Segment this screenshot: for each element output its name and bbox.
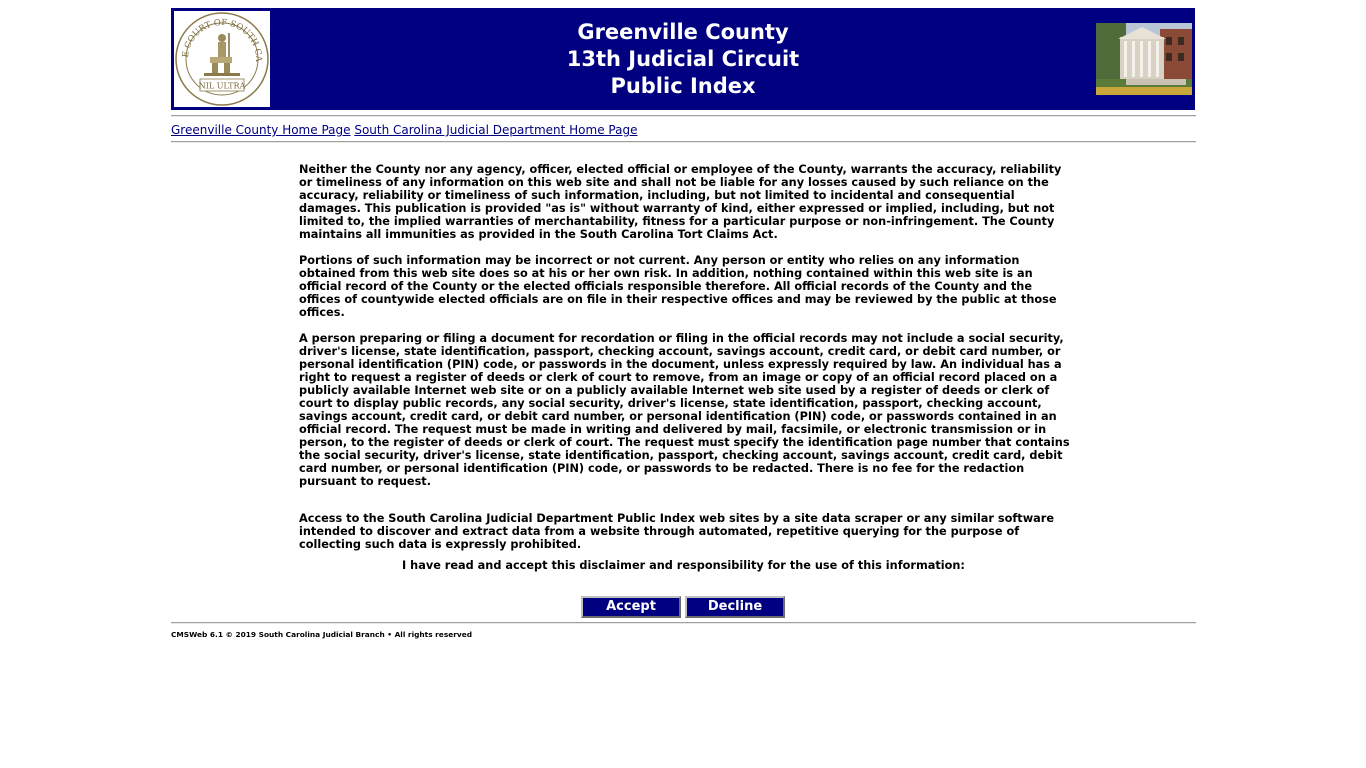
nav-links [171,123,637,137]
disclaimer-paragraph-scraping: Access to the South Carolina Judicial Department Public Index web sites by a site data scraper or any similar software intended to discover and extract data from a website through automated, repetitive querying for the purpose of collecting such data is expressly prohibited. [299,512,1054,551]
seal-text-top: E COURT OF SOUTH CA [180,17,264,62]
nav-divider [171,141,1196,143]
acceptance-prompt: I have read and accept this disclaimer and responsibility for the use of this information: [402,559,965,572]
copyright-footer: CMSWeb 6.1 © 2019 South Carolina Judicial Branch • All rights reserved [171,630,472,639]
court-seal-logo [174,11,270,107]
site-title [371,19,995,100]
title-line-circuit: 13th Judicial Circuit [566,47,800,71]
header-banner [171,8,1195,110]
title-line-index: Public Index [610,74,756,98]
disclaimer-paragraph-accuracy: Portions of such information may be incorrect or not current. Any person or entity who relies on any information obtained from this web site does so at his or her own risk. In addition, nothing contained within this web site is an official record of the County or the elected officials responsible therefore. All official records of the County and the offices of countywide elected officials are on file in their respective offices and may be reviewed by the public at those offices. [299,254,1057,319]
decline-button[interactable]: Decline [685,596,785,618]
title-line-county: Greenville County [577,20,789,44]
accept-button[interactable]: Accept [581,596,681,618]
sc-judicial-home-link[interactable]: South Carolina Judicial Department Home Page [354,123,638,137]
disclaimer-paragraph-redaction: A person preparing or filing a document for recordation or filing in the official records may not include a social security, driver's license, state identification, passport, checking account, savings account, credit card, or debit card number, or personal identification (PIN) code, or passwords in the document, unless expressly required by law. An individual has a right to request a register of deeds or clerk of court to remove, from an image or copy of an official record placed on a publicly available Internet web site or on a publicly available Internet web site used by a register of deeds or clerk of court to display public records, any social security, driver's license, state identification, passport, checking account, savings account, credit card, or debit card number, or personal identification (PIN) code, or passwords contained in an official record. The request must be made in writing and delivered by mail, facsimile, or electronic transmission or in person, to the register of deeds or clerk of court. The request must specify the identification page number that contains the social security, driver's license, state identification, passport, checking account, savings account, credit card, debit card number, or personal identification (PIN) code, or passwords to be redacted. There is no fee for the redaction pursuant to request. [299,332,1070,488]
header-divider [171,115,1196,117]
greenville-county-home-link[interactable]: Greenville County Home Page [171,123,351,137]
page-container [171,8,1196,639]
courthouse-photo [1096,23,1192,95]
seal-text-bottom: NIL ULTRA [198,81,246,91]
disclaimer-text [299,163,1074,551]
footer-divider [171,622,1196,624]
disclaimer-paragraph-warranty: Neither the County nor any agency, officer, elected official or employee of the County, warrants the accuracy, reliability or timeliness of any information on this web site and shall not be liable for any losses caused by such reliance on the accuracy, reliability or timeliness of such information, including, but not limited to incidental and consequential damages. This publication is provided "as is" without warranty of kind, either expressed or implied, including, but not limited to, the implied warranties of merchantability, fitness for a particular purpose or non-infringement. The County maintains all immunities as provided in the South Carolina Tort Claims Act. [299,163,1062,241]
